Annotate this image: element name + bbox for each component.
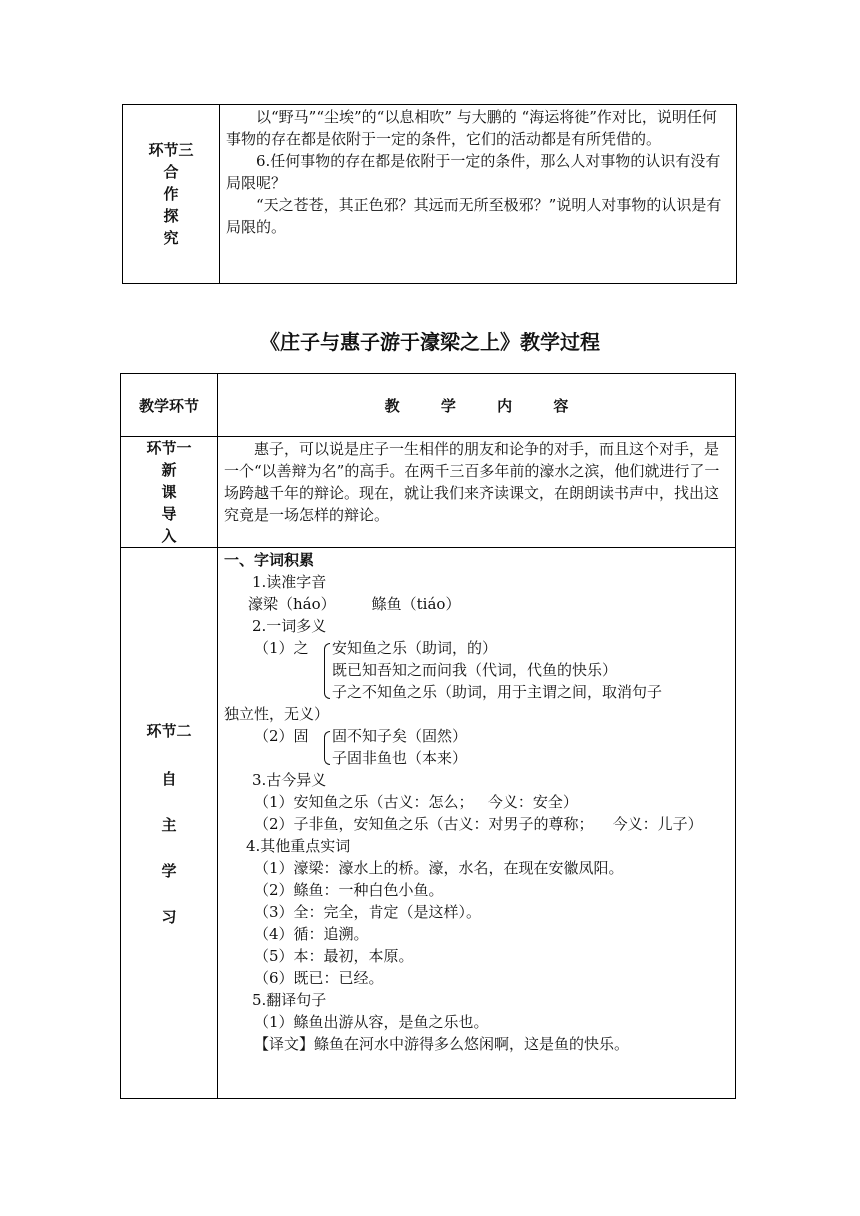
header-char: 教: [384, 396, 400, 415]
header-content: [218, 374, 736, 437]
stage-label-1: [121, 437, 218, 548]
list-item: （1）安知鱼之乐（古义：怎么； 今义：安全）: [254, 793, 578, 811]
brace-icon: [324, 731, 330, 765]
header-char: 容: [553, 396, 569, 415]
label-line: 习: [161, 908, 177, 926]
list-item: （2）子非鱼，安知鱼之乐（古义：对男子的尊称； 今义：儿子）: [254, 815, 703, 833]
label-line: 作: [163, 185, 179, 203]
list-item: （1）濠梁：濠水上的桥。濠，水名，在现在安徽凤阳。: [254, 859, 624, 877]
table-section-3: [122, 104, 737, 284]
label-line: 新: [161, 461, 177, 479]
sub-heading: 4.其他重点实词: [246, 837, 351, 855]
label-line: 环节二: [146, 722, 192, 740]
brace-icon: [324, 643, 330, 699]
list-item: （6）既已：已经。: [254, 969, 384, 987]
paragraph: “天之苍苍，其正色邪？其远而无所至极邪？”说明人对事物的认识是有局限的。: [226, 196, 722, 236]
label-line: 究: [163, 229, 179, 247]
polysemy-item: 安知鱼之乐（助词，的）: [332, 639, 498, 657]
polysemy-item: 既已知吾知之而问我（代词，代鱼的快乐）: [332, 661, 618, 679]
pronunciation-tiaoyu: 鲦鱼（tiáo）: [371, 595, 461, 613]
polysemy-item: 固不知子矣（固然）: [332, 727, 468, 745]
list-item: 【译文】鲦鱼在河水中游得多么悠闲啊，这是鱼的快乐。: [254, 1035, 630, 1053]
polysemy-gu: [224, 725, 730, 769]
pronunciation-haoliang: 濠梁（háo）: [248, 595, 336, 613]
label-line: 学: [161, 862, 177, 880]
header-stage: 教学环节: [121, 374, 218, 437]
label-line: 探: [163, 207, 179, 225]
pronunciation-line: [224, 593, 730, 615]
label-line: 自: [161, 770, 177, 788]
label-line: 课: [161, 483, 177, 501]
label-line: 导: [161, 505, 177, 523]
label-line: 主: [161, 816, 177, 834]
list-item: （1）鲦鱼出游从容，是鱼之乐也。: [254, 1013, 489, 1031]
polysemy-label: （1）之: [254, 639, 309, 657]
label-line: 环节一: [146, 439, 192, 457]
list-item: （5）本：最初，本原。: [254, 947, 414, 965]
stage-label-2: [121, 548, 218, 1099]
header-char: 学: [440, 396, 456, 415]
list-item: （4）循：追溯。: [254, 925, 369, 943]
label-line: 环节三: [148, 141, 194, 159]
polysemy-item: 子之不知鱼之乐（助词，用于主谓之间，取消句子: [332, 683, 663, 701]
sub-heading: 1.读准字音: [252, 573, 327, 591]
sub-heading: 3.古今异义: [252, 771, 327, 789]
stage-content-1: [218, 437, 736, 548]
paragraph: 6.任何事物的存在都是依附于一定的条件，那么人对事物的认识有没有局限呢？: [226, 152, 721, 192]
label-line: 入: [161, 527, 177, 545]
polysemy-zhi: [224, 637, 730, 703]
list-item: （2）鲦鱼：一种白色小鱼。: [254, 881, 444, 899]
section-heading: 一、字词积累: [224, 551, 315, 569]
list-item: （3）全：完全，肯定（是这样）。: [254, 903, 482, 921]
table-teaching-process: [120, 373, 736, 1099]
paragraph: 惠子，可以说是庄子一生相伴的朋友和论争的对手，而且这个对手，是一个“以善辩为名”的高手。在两千三百多年前的濠水之滨，他们就进行了一场跨越千年的辩论。现在，就让我们来齐读课文，在朗朗读书声中，找出这究竟是一场怎样的辩论。: [224, 440, 720, 524]
polysemy-item: 子固非鱼也（本来）: [332, 749, 468, 767]
polysemy-item-cont: 独立性，无义）: [224, 705, 330, 723]
polysemy-label: （2）固: [254, 727, 309, 745]
stage-label-3: [123, 105, 220, 284]
label-line: 合: [163, 163, 179, 181]
header-char: 内: [497, 396, 513, 415]
stage-content-2: [218, 548, 736, 1099]
stage-content-3: [220, 105, 737, 284]
sub-heading: 2.一词多义: [252, 617, 327, 635]
sub-heading: 5.翻译句子: [252, 991, 327, 1009]
page-title: 《庄子与惠子游于濠梁之上》教学过程: [260, 330, 600, 354]
paragraph: 以“野马”“尘埃”的“以息相吹” 与大鹏的 “海运将徙”作对比，说明任何事物的存在都是依附于一定的条件，它们的活动都是有所凭借的。: [226, 108, 717, 148]
